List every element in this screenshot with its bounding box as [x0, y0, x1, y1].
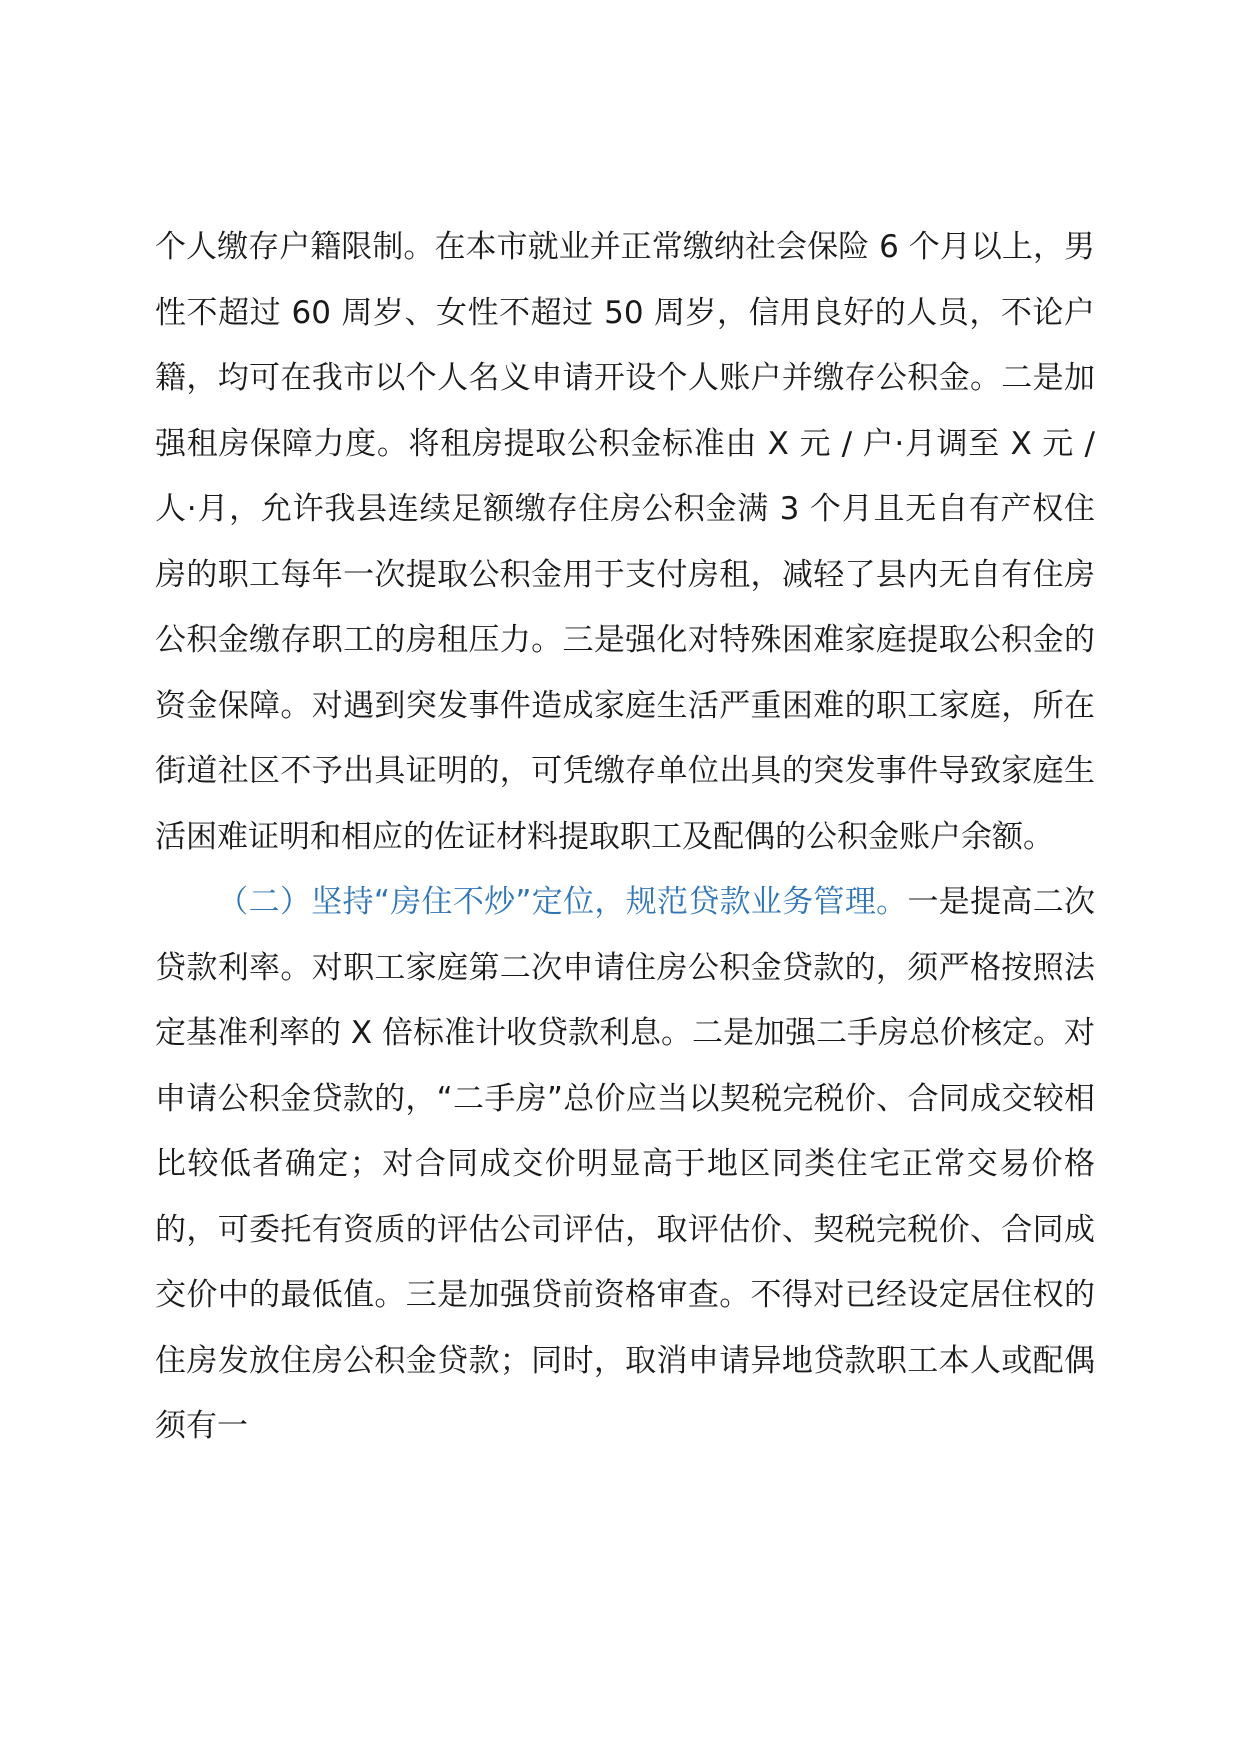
- paragraph-2: [155, 870, 1095, 1460]
- section-heading: （二）坚持“房住不炒”定位，规范贷款业务管理。: [217, 884, 908, 920]
- paragraph-2-text: 一是提高二次贷款利率。对职工家庭第二次申请住房公积金贷款的，须严格按照法定基准利率的 X 倍标准计收贷款利息。二是加强二手房总价核定。对申请公积金贷款的，“二手房”总价应当以契税完税价、合同成交较相比较低者确定；对合同成交价明显高于地区同类住宅正常交易价格的，可委托有资质的评估公司评估，取评估价、契税完税价、合同成交价中的最低值。三是加强贷前资格审查。不得对已经设定居住权的住房发放住房公积金贷款；同时，取消申请异地贷款职工本人或配偶须有一: [155, 884, 1095, 1444]
- paragraph-1-text: 个人缴存户籍限制。在本市就业并正常缴纳社会保险 6 个月以上，男性不超过 60 周岁、女性不超过 50 周岁，信用良好的人员，不论户籍，均可在我市以个人名义申请开设个人账户并缴存公积金。二是加强租房保障力度。将租房提取公积金标准由 X 元 / 户·月调至 X 元 / 人·月，允许我县连续足额缴存住房公积金满 3 个月且无自有产权住房的职工每年一次提取公积金用于支付房租，减轻了县内无自有住房公积金缴存职工的房租压力。三是强化对特殊困难家庭提取公积金的资金保障。对遇到突发事件造成家庭生活严重困难的职工家庭，所在街道社区不予出具证明的，可凭缴存单位出具的突发事件导致家庭生活困难证明和相应的佐证材料提取职工及配偶的公积金账户余额。: [155, 229, 1095, 855]
- paragraph-1: [155, 215, 1095, 870]
- document-body: [155, 215, 1095, 1460]
